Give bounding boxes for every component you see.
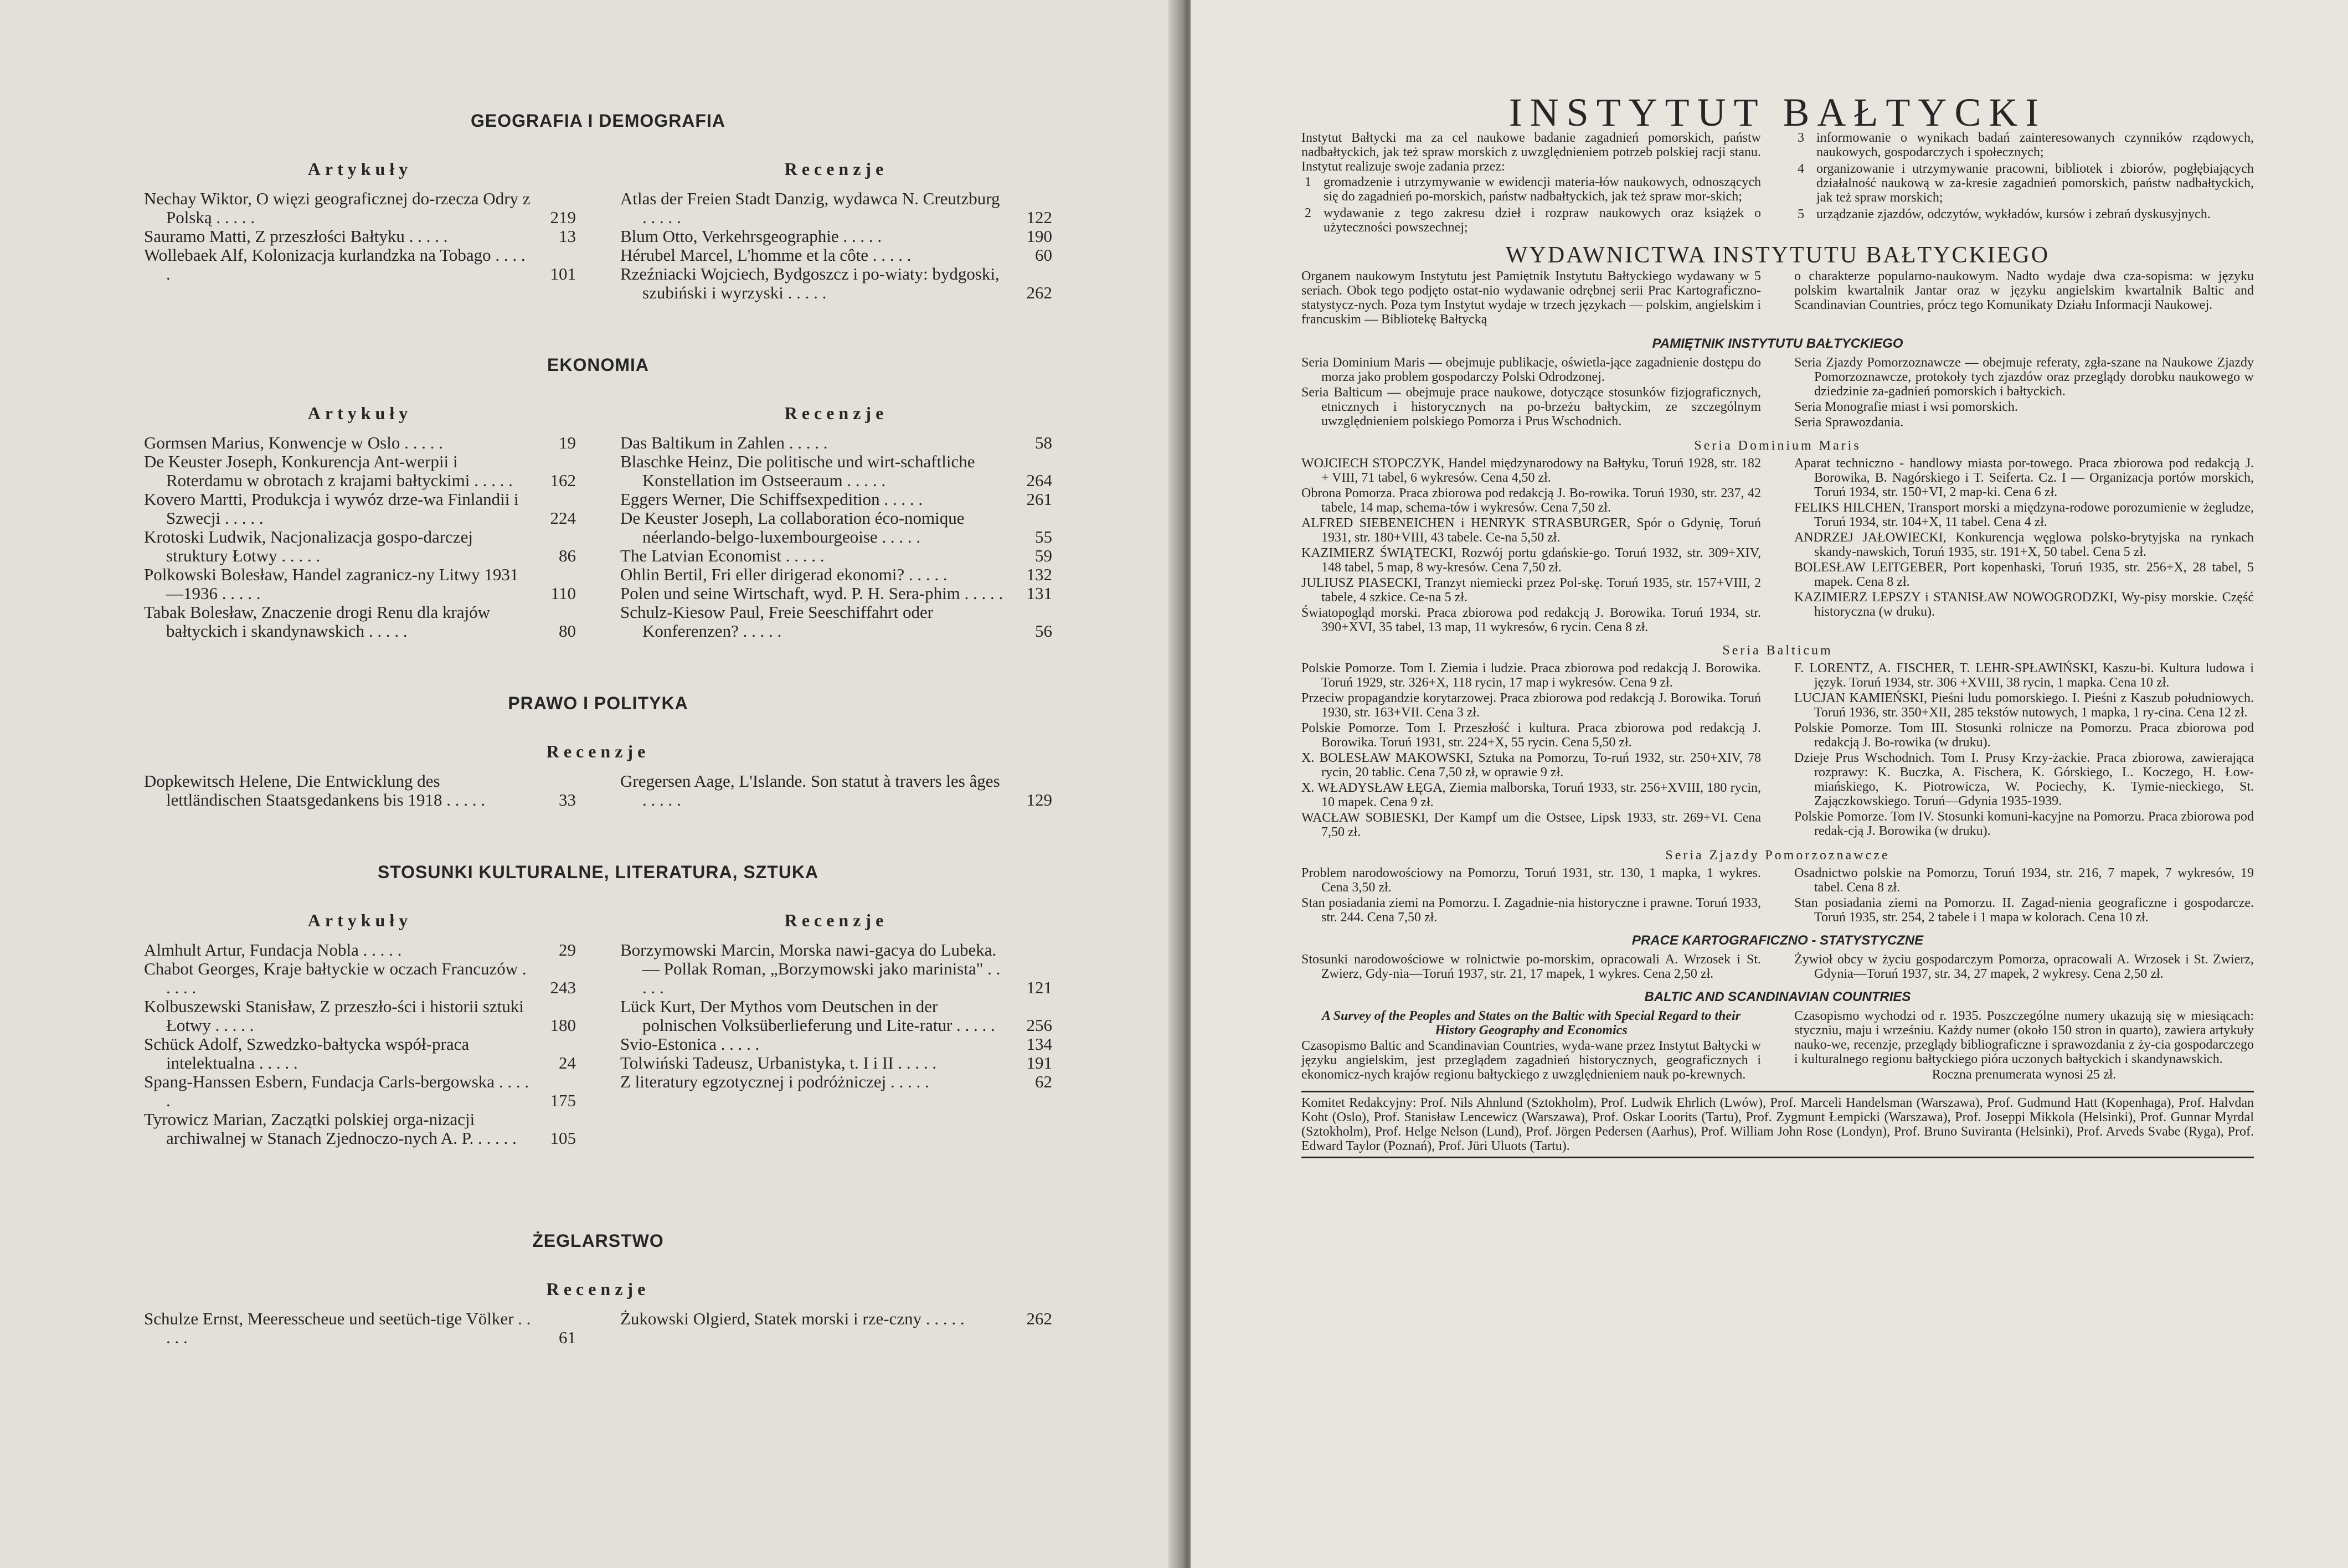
baltic-section — [1301, 1009, 2254, 1083]
page-number: 58 — [1035, 433, 1052, 452]
index-entry — [620, 227, 1052, 246]
entry-text: Kovero Martti, Produkcja i wywóz drze-wa Finlandii i Szwecji . . . . . — [144, 489, 519, 528]
intro-text: Instytut Bałtycki ma za cel naukowe badanie zagadnień pomorskich, państw nadbałtyckich, jak też spraw morskich z uwzględnieniem potrzeb polskiej racji stanu. Instytut realizuje swoje zadania przez: — [1301, 131, 1761, 174]
seria-dominium-list — [1301, 456, 2254, 636]
entry-text: Borzymowski Marcin, Morska nawi-gacya do Lubeka. — Pollak Roman, „Borzymowski jako marinista" . . . . . — [620, 940, 1001, 997]
index-entry — [620, 1054, 1052, 1072]
entry-text: Tabak Bolesław, Znaczenie drogi Renu dla krajów bałtyckich i skandynawskich . . . . . — [144, 602, 491, 641]
publication-entry: JULIUSZ PIASECKI, Tranzyt niemiecki przez Pol-skę. Toruń 1935, str. 157+VIII, 2 tabele, 4 szkice. Ce-na 5 zł. — [1301, 576, 1761, 605]
publication-entry: WACŁAW SOBIESKI, Der Kampf um die Ostsee, Lipsk 1933, str. 269+VI. Cena 7,50 zł. — [1301, 811, 1761, 839]
prace-list — [1301, 952, 2254, 982]
page-number: 180 — [550, 1015, 576, 1035]
page-number: 86 — [559, 546, 576, 565]
index-entry — [144, 246, 576, 283]
entry-text: Atlas der Freien Stadt Danzig, wydawca N. Creutzburg . . . . . — [620, 189, 1000, 227]
page-number: 29 — [559, 940, 576, 960]
page-number: 129 — [1026, 790, 1052, 809]
index-entry — [144, 227, 576, 246]
entry-text: Chabot Georges, Kraje bałtyckie w oczach Francuzów . . . . . — [144, 959, 527, 997]
index-entry — [144, 1035, 576, 1072]
publication-entry: Polskie Pomorze. Tom III. Stosunki rolnicze na Pomorzu. Praca zbiorowa pod redakcją J. Bo-rowika (w druku). — [1794, 721, 2254, 750]
subsection-heading: Recenzje — [784, 910, 888, 930]
index-entry — [620, 434, 1052, 452]
index-entry — [620, 452, 1052, 490]
index-entry — [620, 997, 1052, 1035]
publication-entry: Polskie Pomorze. Tom I. Przeszłość i kultura. Praca zbiorowa pod redakcją J. Borowika. Toruń 1931, str. 224+X, 55 rycin. Cena 5,50 zł. — [1301, 721, 1761, 750]
entry-text: De Keuster Joseph, La collaboration éco-nomique néerlando-belgo-luxembourgeoise . . . . . — [620, 508, 965, 546]
entry-text: Lück Kurt, Der Mythos vom Deutschen in der polnischen Volksüberlieferung und Lite-ratur . . . . . — [620, 997, 995, 1035]
section-title: PRAWO I POLITYKA — [508, 693, 688, 713]
entry-text: Eggers Werner, Die Schiffsexpedition . . . . . — [620, 489, 923, 509]
publication-entry: ANDRZEJ JAŁOWIECKI, Konkurencja węglowa polsko-brytyjska na rynkach skandy-nawskich, Toruń 1935, str. 191+X, 50 tabel. Cena 5 zł. — [1794, 530, 2254, 559]
publication-entry: ALFRED SIEBENEICHEN i HENRYK STRASBURGER, Spór o Gdynię, Toruń 1931, str. 180+VIII, 43 tabele. Ce-na 5,50 zł. — [1301, 516, 1761, 545]
page-number: 132 — [1026, 565, 1052, 584]
entry-text: Dopkewitsch Helene, Die Entwicklung des lettländischen Staatsgedankens bis 1918 . . . . . — [144, 771, 485, 809]
page-number: 121 — [1026, 978, 1052, 997]
entry-text: Schück Adolf, Szwedzko-bałtycka współ-praca intelektualna . . . . . — [144, 1034, 470, 1072]
seria-zjazdy-heading: Seria Zjazdy Pomorzoznawcze — [1665, 848, 1890, 863]
index-entry — [620, 265, 1052, 302]
page-number: 33 — [559, 790, 576, 809]
subsection-heading: Artykuły — [307, 403, 413, 423]
entry-text: Gormsen Marius, Konwencje w Oslo . . . . . — [144, 433, 443, 452]
series-description: Seria Balticum — obejmuje prace naukowe, dotyczące stosunków fizjograficznych, etnicznych i historycznych na po-brzeżu bałtyckim, ze szczególnym uwzględnieniem polskiego Pomorza i Prus Wschodnich. — [1301, 385, 1761, 429]
entry-text: Das Baltikum in Zahlen . . . . . — [620, 433, 828, 452]
publication-entry: Obrona Pomorza. Praca zbiorowa pod redakcją J. Bo-rowika. Toruń 1930, str. 237, 42 tabele, 14 map, schema-tów i wykresów. Cena 7,50 zł. — [1301, 486, 1761, 515]
page-number: 60 — [1035, 245, 1052, 265]
publication-entry: Aparat techniczno - handlowy miasta por-towego. Praca zbiorowa pod redakcją J. Borowika, B. Nagórskiego i T. Seiferta. Cz. I — Organizacja portów morskich, Toruń 1934, str. 150+VI, 2 map-ki. Cena 6 zł. — [1794, 456, 2254, 499]
index-entry — [620, 509, 1052, 546]
page-number: 131 — [1026, 584, 1052, 603]
publication-entry: X. WŁADYSŁAW ŁĘGA, Ziemia malborska, Toruń 1933, str. 256+XVIII, 180 rycin, 10 mapek. Cena 9 zł. — [1301, 781, 1761, 809]
publication-entry: Polskie Pomorze. Tom I. Ziemia i ludzie. Praca zbiorowa pod redakcją J. Borowika. Toruń 1929, str. 326+X, 118 rycin, 17 map i wykresów. Cena 9 zł. — [1301, 661, 1761, 690]
entry-text: Hérubel Marcel, L'homme et la côte . . . . . — [620, 245, 912, 265]
index-entry — [620, 189, 1052, 227]
section — [144, 862, 1052, 1148]
index-entry — [144, 772, 576, 809]
index-entry — [144, 1110, 576, 1148]
entry-text: De Keuster Joseph, Konkurencja Ant-werpii i Roterdamu w obrotach z krajami bałtyckimi . . . . . — [144, 452, 513, 490]
task-item: 2 wydawanie z tego zakresu dzieł i rozpraw naukowych oraz książek o użyteczności powszechnej; — [1305, 206, 1761, 235]
publication-entry: Stan posiadania ziemi na Pomorzu. II. Zagad-nienia geograficzne i gospodarcze. Toruń 1935, str. 254, 2 tabele i 1 mapa w kolorach. Cena 10 zł. — [1794, 896, 2254, 925]
entry-text: Spang-Hanssen Esbern, Fundacja Carls-bergowska . . . . . — [144, 1072, 529, 1110]
index-entry — [620, 603, 1052, 641]
entry-text: Gregersen Aage, L'Islande. Son statut à travers les âges . . . . . — [620, 771, 1000, 809]
page-number: 56 — [1035, 621, 1052, 641]
page-number: 59 — [1035, 546, 1052, 565]
publication-entry: KAZIMIERZ LEPSZY i STANISŁAW NOWOGRODZKI, Wy-pisy morskie. Część historyczna (w druku). — [1794, 590, 2254, 619]
index-entry — [620, 1309, 1052, 1328]
page-number: 105 — [550, 1128, 576, 1148]
subsection-heading: Recenzje — [546, 741, 650, 761]
entry-text: Schulze Ernst, Meeresscheue und seetüch-tige Völker . . . . . — [144, 1309, 531, 1347]
baltic-text-right: Czasopismo wychodzi od r. 1935. Poszczególne numery ukazują się w miesiącach: styczniu, maju i wrześniu. Każdy numer (około 150 stron in quarto), zawiera artykuły nauko-we, recenzje, przeglądy bibliograficzne i sprawozdania z ży-cia gospodarczego i kulturalnego regionu bałtyckiego pióra uczonych bałtyckich i skandynawskich. — [1794, 1009, 2254, 1066]
seria-zjazdy-list — [1301, 866, 2254, 926]
entry-text: Tyrowicz Marian, Zaczątki polskiej orga-nizacji archiwalnej w Stanach Zjednoczo-nych A. P. . . . . . — [144, 1110, 517, 1148]
publications-text-left: Organem naukowym Instytutu jest Pamiętnik Instytutu Bałtyckiego wydawany w 5 seriach. Obok tego podjęto ostat-nio wydawanie odrębnej serii Prac Kartograficzno-statystycz-nych. Poza tym Instytut wydaje w trzech językach — polskim, angielskim i francuskim — Bibliotekę Bałtycką — [1301, 269, 1761, 327]
series-description: Seria Sprawozdania. — [1794, 415, 1904, 430]
index-entry — [620, 772, 1052, 809]
entry-text: Ohlin Bertil, Fri eller dirigerad ekonomi? . . . . . — [620, 565, 948, 584]
page-number: 24 — [559, 1053, 576, 1072]
series-description: Seria Monografie miast i wsi pomorskich. — [1794, 400, 2018, 414]
tasks-list-right — [1794, 131, 2254, 221]
publication-entry: BOLESŁAW LEITGEBER, Port kopenhaski, Toruń 1935, str. 256+X, 28 tabel, 5 mapek. Cena 8 zł. — [1794, 560, 2254, 589]
baltic-text-left: Czasopismo Baltic and Scandinavian Countries, wyda-wane przez Instytut Bałtycki w języku angielskim, jest przeglądem zagadnień historycznych, geograficznych i ekonomicz-nych krajów regionu bałtyckiego z uwzględnieniem nauk po-krewnych. — [1301, 1039, 1761, 1082]
section-title: STOSUNKI KULTURALNE, LITERATURA, SZTUKA — [377, 862, 819, 882]
entry-text: Z literatury egzotycznej i podróżniczej . . . . . — [620, 1072, 929, 1091]
seria-balticum-heading: Seria Balticum — [1722, 643, 1833, 658]
index-entry — [620, 490, 1052, 509]
tasks-list-left — [1301, 175, 1761, 235]
seria-balticum-list — [1301, 661, 2254, 840]
right-page-content — [1301, 90, 2254, 1158]
publication-entry: Osadnictwo polskie na Pomorzu, Toruń 1934, str. 216, 7 mapek, 7 wykresów, 19 tabel. Cena 8 zł. — [1794, 866, 2254, 895]
entry-text: Krotoski Ludwik, Nacjonalizacja gospo-darczej struktury Łotwy . . . . . — [144, 527, 473, 565]
section — [144, 355, 1052, 641]
entry-text: Żukowski Olgierd, Statek morski i rze-czny . . . . . — [620, 1309, 965, 1328]
index-entry — [620, 246, 1052, 265]
index-entry — [620, 1072, 1052, 1091]
index-entry — [144, 189, 576, 227]
publication-entry: Polskie Pomorze. Tom IV. Stosunki komuni-kacyjne na Pomorzu. Praca zbiorowa pod redak-cją J. Borowika (w druku). — [1794, 809, 2254, 838]
subsection-heading: Recenzje — [784, 159, 888, 179]
task-item: 5 urządzanie zjazdów, odczytów, wykładów, kursów i zebrań dyskusyjnych. — [1798, 207, 2211, 221]
index-entry — [144, 452, 576, 490]
task-item: 3 informowanie o wynikach badań zainteresowanych czynników rządowych, naukowych, gospodarczych i społecznych; — [1798, 131, 2254, 159]
page-number: 262 — [1026, 1309, 1052, 1328]
index-entry — [144, 941, 576, 960]
entry-text: Svio-Estonica . . . . . — [620, 1034, 760, 1054]
editorial-committee: Komitet Redakcyjny: Prof. Nils Ahnlund (Sztokholm), Prof. Ludwik Ehrlich (Lwów), Prof. Marceli Handelsman (Warszawa), Prof. Gudmund Hatt (Kopenhaga), Prof. Halvdan Koht (Oslo), Prof. Stanisław Lencewicz (Warszawa), Prof. Oskar Loorits (Tartu), Prof. Zygmunt Łempicki (Warszawa), Prof. Joseppi Mikkola (Helsinki), Prof. Gunnar Myrdal (Sztokholm), Prof. Helge Nelson (Lund), Prof. Jörgen Pedersen (Aarhus), Prof. William John Rose (Londyn), Prof. Bruno Suviranta (Helsinki), Prof. Arveds Svabe (Ryga), Prof. Edward Taylor (Poznań), Prof. Jüri Uluots (Tartu). — [1301, 1091, 2254, 1158]
seria-dominium-heading: Seria Dominium Maris — [1694, 439, 1861, 453]
page-number: 134 — [1026, 1034, 1052, 1054]
index-entry — [144, 960, 576, 997]
entry-text: Blaschke Heinz, Die politische und wirt-schaftliche Konstellation im Ostseeraum . . . . . — [620, 452, 975, 490]
publication-entry: Problem narodowościowy na Pomorzu, Toruń 1931, str. 130, 1 mapka, 1 wykres. Cena 3,50 zł. — [1301, 866, 1761, 895]
publication-entry: KAZIMIERZ ŚWIĄTECKI, Rozwój portu gdańskie-go. Toruń 1932, str. 309+XIV, 148 tabel, 5 map, 8 wy-kresów. Cena 7,50 zł. — [1301, 546, 1761, 575]
pamietnik-title: PAMIĘTNIK INSTYTUTU BAŁTYCKIEGO — [1652, 336, 1903, 351]
institute-intro — [1301, 131, 2254, 237]
entry-text: Sauramo Matti, Z przeszłości Bałtyku . . . . . — [144, 226, 448, 246]
publication-entry: LUCJAN KAMIEŃSKI, Pieśni ludu pomorskiego. I. Pieśni z Kaszub południowych. Toruń 1936, str. 350+XII, 285 tekstów nutowych, 1 mapka, 1 ry-cina. Cena 12 zł. — [1794, 691, 2254, 720]
publication-entry: FELIKS HILCHEN, Transport morski a międzyna-rodowe porozumienie w żegludze, Toruń 1934, str. 104+X, 11 tabel. Cena 4 zł. — [1794, 501, 2254, 529]
index-entry — [144, 528, 576, 565]
task-item: 1 gromadzenie i utrzymywanie w ewidencji materia-łów naukowych, odnoszących się do zagadnień po-morskich, państw nadbałtyckich, jak też spraw mor-skich; — [1305, 175, 1761, 204]
publication-entry: Światopogląd morski. Praca zbiorowa pod redakcją J. Borowika. Toruń 1934, str. 390+XVI, 35 tabel, 13 map, 11 wykresów, 6 rycin. Cena 8 zł. — [1301, 606, 1761, 635]
left-page-content — [144, 83, 1052, 1347]
task-item: 4 organizowanie i utrzymywanie pracowni, bibliotek i zbiorów, pogłębiających działalność naukową w za-kresie zagadnień pomorskich, państw nadbałtyckich, jak też spraw morskich; — [1798, 162, 2254, 205]
prace-title: PRACE KARTOGRAFICZNO - STATYSTYCZNE — [1631, 933, 1924, 948]
page-number: 191 — [1026, 1053, 1052, 1072]
entry-text: The Latvian Economist . . . . . — [620, 546, 825, 565]
index-entry — [144, 434, 576, 452]
index-entry — [620, 941, 1052, 997]
page-number: 190 — [1026, 226, 1052, 246]
publications-title: WYDAWNICTWA INSTYTUTU BAŁTYCKIEGO — [1505, 243, 2050, 268]
baltic-subtitle: A Survey of the Peoples and States on the Baltic with Special Regard to their History Geography and Economics — [1321, 1009, 1741, 1038]
section-title: EKONOMIA — [547, 355, 649, 375]
page-number: 101 — [550, 264, 576, 283]
page-number: 262 — [1026, 283, 1052, 302]
subsection-heading: Artykuły — [307, 910, 413, 930]
section-title: GEOGRAFIA I DEMOGRAFIA — [471, 111, 725, 131]
index-entry — [144, 1309, 576, 1347]
pamietnik-series — [1301, 355, 2254, 431]
entry-text: Schulz-Kiesow Paul, Freie Seeschiffahrt oder Konferenzen? . . . . . — [620, 602, 934, 641]
entry-text: Polen und seine Wirtschaft, wyd. P. H. Sera-phim . . . . . — [620, 584, 1003, 603]
entry-text: Wollebaek Alf, Kolonizacja kurlandzka na Tobago . . . . . — [144, 245, 526, 283]
page-number: 256 — [1026, 1015, 1052, 1035]
section-title: ŻEGLARSTWO — [532, 1231, 664, 1251]
page-number: 219 — [550, 208, 576, 227]
entry-text: Rzeźniacki Wojciech, Bydgoszcz i po-wiaty: bydgoski, szubiński i wyrzyski . . . . . — [620, 264, 1000, 302]
index-entry — [144, 565, 576, 603]
index-entry — [620, 565, 1052, 584]
publications-text-right: o charakterze popularno-naukowym. Nadto wydaje dwa cza-sopisma: w języku polskim kwartalnik Jantar oraz w języku angielskim kwartalnik Baltic and Scandinavian Countries, prócz tego Komunikaty Działu Informacji Naukowej. — [1794, 269, 2254, 312]
section — [144, 111, 1052, 302]
prace-entry: Stosunki narodowościowe w rolnictwie po-morskim, opracowali A. Wrzosek i St. Zwierz, Gdy-nia—Toruń 1937, str. 21, 17 mapek, 1 wykres. Cena 2,50 zł. — [1301, 952, 1761, 981]
series-description: Seria Zjazdy Pomorzoznawcze — obejmuje referaty, zgła-szane na Naukowe Zjazdy Pomorzoznawcze, protokoły tych zjazdów oraz przeglądy dorobku naukowego w dziedzinie za-gadnień pomorskich i bałtyckich. — [1794, 355, 2254, 399]
baltic-price: Roczna prenumerata wynosi 25 zł. — [1932, 1067, 2117, 1082]
index-entry — [144, 1072, 576, 1110]
entry-text: Tolwiński Tadeusz, Urbanistyka, t. I i II . . . . . — [620, 1053, 937, 1072]
page-number: 110 — [550, 584, 576, 603]
section — [144, 693, 1052, 809]
index-entry — [620, 546, 1052, 565]
index-entry — [620, 1035, 1052, 1054]
index-entry — [620, 584, 1052, 603]
index-entry — [144, 997, 576, 1035]
series-description: Seria Dominium Maris — obejmuje publikacje, oświetla-jące zagadnienie dostępu do morza jako problem gospodarczy Polski Odrodzonej. — [1301, 355, 1761, 384]
page-number: 13 — [559, 226, 576, 246]
section — [144, 1231, 1052, 1347]
entry-text: Polkowski Bolesław, Handel zagranicz-ny Litwy 1931—1936 . . . . . — [144, 565, 519, 603]
page-number: 243 — [550, 978, 576, 997]
publications-intro — [1301, 269, 2254, 328]
page-number: 224 — [550, 508, 576, 528]
page-number: 80 — [559, 621, 576, 641]
prace-entry: Żywioł obcy w życiu gospodarczym Pomorza, opracowali A. Wrzosek i St. Zwierz, Gdynia—Toruń 1937, str. 34, 27 mapek, 2 wykresy. Cena 2,50 zł. — [1794, 952, 2254, 981]
page-number: 61 — [559, 1328, 576, 1347]
subsection-heading: Artykuły — [307, 159, 413, 179]
entry-text: Blum Otto, Verkehrsgeographie . . . . . — [620, 226, 882, 246]
publication-entry: Dzieje Prus Wschodnich. Tom I. Prusy Krzy-żackie. Praca zbiorowa, zawierająca rozprawy: K. Buczka, A. Fischera, K. Górskiego, L. Koczego, H. Łow-miańskiego, K. Piotrowicza, W. Pociechy, K. Tymie-nieckiego, St. Zajączkowskiego. Toruń—Gdynia 1935-1939. — [1794, 751, 2254, 808]
subsection-heading: Recenzje — [546, 1279, 650, 1299]
entry-text: Kolbuszewski Stanisław, Z przeszło-ści i historii sztuki Łotwy . . . . . — [144, 997, 524, 1035]
institute-title: INSTYTUT BAŁTYCKI — [1508, 90, 2047, 135]
page-number: 264 — [1026, 471, 1052, 490]
subsection-heading: Recenzje — [784, 403, 888, 423]
publication-entry: Stan posiadania ziemi na Pomorzu. I. Zagadnie-nia historyczne i prawne. Toruń 1933, str. 244. Cena 7,50 zł. — [1301, 896, 1761, 925]
page-number: 261 — [1026, 489, 1052, 509]
publication-entry: Przeciw propagandzie korytarzowej. Praca zbiorowa pod redakcją J. Borowika. Toruń 1930, str. 163+VII. Cena 3 zł. — [1301, 691, 1761, 720]
page-number: 19 — [559, 433, 576, 452]
page-number: 55 — [1035, 527, 1052, 546]
page-number: 62 — [1035, 1072, 1052, 1091]
page-number: 122 — [1026, 208, 1052, 227]
publication-entry: X. BOLESŁAW MAKOWSKI, Sztuka na Pomorzu, To-ruń 1932, str. 250+XIV, 78 rycin, 20 tablic. Cena 7,50 zł, w oprawie 9 zł. — [1301, 751, 1761, 780]
baltic-title: BALTIC AND SCANDINAVIAN COUNTRIES — [1644, 989, 1911, 1004]
page-number: 162 — [550, 471, 576, 490]
publication-entry: F. LORENTZ, A. FISCHER, T. LEHR-SPŁAWIŃSKI, Kaszu-bi. Kultura ludowa i język. Toruń 1934, str. 306 +XVIII, 38 rycin, 1 mapka. Cena 10 zł. — [1794, 661, 2254, 690]
entry-text: Nechay Wiktor, O więzi geograficznej do-rzecza Odry z Polską . . . . . — [144, 189, 531, 227]
index-entry — [144, 603, 576, 641]
page-number: 175 — [550, 1091, 576, 1110]
entry-text: Almhult Artur, Fundacja Nobla . . . . . — [144, 940, 402, 960]
publication-entry: WOJCIECH STOPCZYK, Handel międzynarodowy na Bałtyku, Toruń 1928, str. 182 + VIII, 71 tabel, 6 wykresów. Cena 4,50 zł. — [1301, 456, 1761, 485]
right-page — [1191, 0, 2348, 1568]
index-entry — [144, 490, 576, 528]
